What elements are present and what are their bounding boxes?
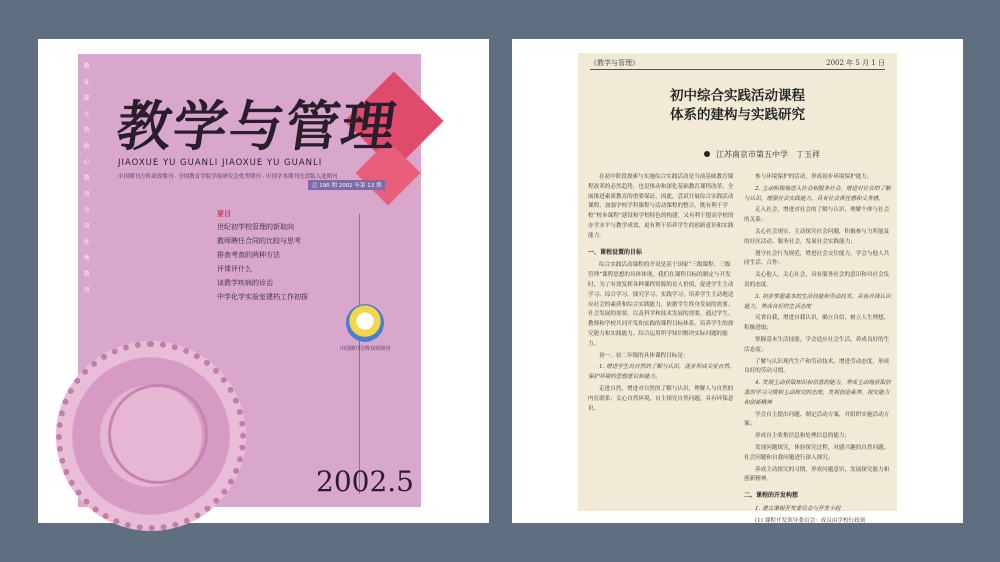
sidebar-char: 部 — [83, 95, 90, 102]
emblem-caption: 中国期刊方阵双效期刊 — [340, 346, 391, 352]
sidebar-char: 全 — [83, 207, 90, 214]
sidebar-char: 期 — [83, 175, 90, 182]
body-paragraph: 参与环境保护的活动，形成初步环境保护能力。 — [755, 174, 873, 180]
sidebar-char: 管 — [83, 127, 90, 134]
body-paragraph: 关心他人、关心社会，具有服务社会的意识和对社会负责的态度。 — [744, 272, 890, 288]
sidebar-char: 育 — [83, 79, 90, 86]
author: 江苏南京市第五中学 丁玉祥 — [716, 150, 820, 159]
body-paragraph: 发现问题探究，体验探究过程，对感兴趣的自然问题、社会问题和自我问题进行深入探究； — [744, 444, 890, 461]
body-paragraph: 关心社会现实，主动探究社会问题，积极参与力所能及的社区活动、服务社会，发展社会实践能力； — [744, 228, 890, 245]
title-line: 体系的建构与实践研究 — [670, 107, 805, 123]
body-paragraph: 走进自然，增进对自然的了解与认识，理解人与自然的内在联系；关心自然环境，自主探究自然问题，具有环保意识。 — [588, 385, 734, 412]
contents-item: 谈教学疾病的诊治 — [217, 279, 273, 287]
magazine-subtitle: 中国期刊方阵双效期刊 · 全国教育学院学报研究会优秀期刊 · 中国学术期刊光盘版入选期刊 — [118, 174, 338, 180]
sidebar-char: 教 — [83, 63, 90, 70]
sidebar-char: 核 — [83, 143, 90, 150]
contents-item: 排查考查的两种方法 — [217, 251, 280, 259]
article-panel — [512, 39, 963, 523]
goal-paragraph: 4. 发展主动获取知识和信息的能力，养成主动地获取信息的学习习惯和主动探究的态度，发展创造素养、探究能力和创新精神 — [744, 380, 891, 406]
journal-emblem-icon — [346, 304, 384, 342]
cover-panel — [38, 39, 489, 523]
body-paragraph: 走入社会，增进对社会的了解与认识，理解个体与社会的关系； — [744, 207, 890, 224]
sidebar-char: 秀 — [83, 255, 90, 262]
magazine-title: 教学与管理 — [113, 94, 403, 158]
sidebar-char: 刊 — [83, 191, 90, 198]
goal-paragraph: 1. 增进学生对自然的了解与认识，逐步形成关爱自然、保护环境的思想意识和能力。 — [588, 364, 735, 381]
header-date: 2002 年 5 月 1 日 — [826, 59, 885, 67]
page-header — [590, 58, 885, 70]
author-line — [704, 149, 820, 160]
bullet-icon — [704, 151, 710, 157]
sidebar-char: 优 — [83, 239, 90, 246]
goal-paragraph: 3. 初步掌握基本的生活技能和劳动技术，具有自我认识能力，养成良好的生活态度 — [744, 293, 891, 310]
body-paragraph: 了解与认识现代生产和劳动技术，增进劳动态度，形成良好的劳动习惯。 — [744, 358, 890, 375]
header-journal: 《教学与管理》 — [590, 59, 639, 67]
section-heading: 二、课程的开发构想 — [744, 492, 799, 500]
contents-item: 中学化学实验室建档工作初探 — [217, 293, 308, 301]
issue-badge: 总 190 期 2002 年第 13 期 — [308, 180, 385, 190]
article-title — [578, 87, 897, 125]
sidebar-char: 主 — [83, 111, 90, 118]
body-paragraph: 形成自主收集信息和处理信息的能力； — [755, 433, 851, 440]
contents-item: 评课评什么 — [217, 265, 252, 273]
contents-list — [217, 209, 308, 306]
issue-date: 2002.5 — [316, 465, 414, 498]
left-column — [588, 173, 736, 416]
body-paragraph: 综合实践活动课程的开设是基于国家“三级课程、三级管理”课程思想的具体体现，我们在课程目标的制定与开发时，为了有效发挥各种课程资源的育人价值，促进学生主动学习、综合学习、探究学习、实践学习，培养学生主动地适应社会的素质和综合实践能力，依据学生终身发展的需要、社会发展的需要，以及科学和技术发展的需要，通过学生、教师和学校共同开发和实践的课程目标体系，培养学生的探究能力和实践能力、综合运用所学知识解决实际问题的能力。 — [588, 262, 734, 347]
title-line: 初中综合实践活动课程 — [670, 88, 805, 104]
body-paragraph: 遵守社会行为规范，增进社会交往能力，学会与他人共同生活、合作； — [744, 250, 890, 267]
vertical-divider — [359, 214, 360, 494]
body-paragraph: 掌握基本生活技能，学会适应社会生活，养成良好的生活态度； — [744, 336, 890, 353]
article-page — [578, 53, 897, 524]
decorative-seal-ring — [108, 384, 208, 484]
goal-paragraph: 2. 主动积极地进入社会和服务社会，增进对社会的了解与认识，增强社会实践能力，具有社会责任感和义务感。 — [744, 185, 891, 202]
section-heading: 一、课程设置的目标 — [588, 248, 643, 256]
contents-heading: 要目 — [217, 210, 231, 218]
contents-item: 教师聘任合同的比较与思考 — [217, 237, 301, 245]
sidebar-char: 刊 — [83, 287, 90, 294]
body-paragraph: 养成主动探究的习惯，形成问题意识，发展探究能力和创新精神。 — [744, 466, 890, 483]
sidebar-char: 心 — [83, 159, 90, 166]
sidebar-char: 期 — [83, 271, 90, 278]
right-column — [744, 173, 892, 529]
goal-paragraph: 1. 建立课程开发委员会与开发小组 — [755, 505, 841, 512]
body-paragraph: 初一、初二年级的具体课程目标是： — [599, 352, 689, 359]
body-paragraph: 学会自主提出问题、制定活动方案，并组织实施活动方案； — [744, 411, 890, 428]
intro-paragraph: 在初中阶段探索与实施综合实践活动是当前基础教育课程改革的必然趋势，也是推动和深化基础教育课程改革、全面推进素质教育的重要保证。因此，尝试开展综合实践活动课程，加强学校学科课程与活动课程的整合，既有利于学校“校本课程”建设和学校特色的构建，又有利于提高学校的办学水平与教学成效，更有利于培养学生的创新意识和实践能力。 — [588, 174, 734, 239]
magazine-pinyin: JIAOXUE YU GUANLI JIAOXUE YU GUANLI — [118, 158, 323, 168]
body-paragraph: (1) 课程开发领导委员会：成员由学校行政领 — [755, 517, 866, 524]
cover-sidebar-text — [78, 54, 95, 354]
sidebar-char: 国 — [83, 223, 90, 230]
contents-item: 世纪初学校管理的新取向 — [217, 223, 294, 231]
body-paragraph: 反省自我，增进自我认识，确立自信，树立人生理想，积极进取； — [744, 315, 890, 332]
magazine-cover — [78, 54, 421, 507]
